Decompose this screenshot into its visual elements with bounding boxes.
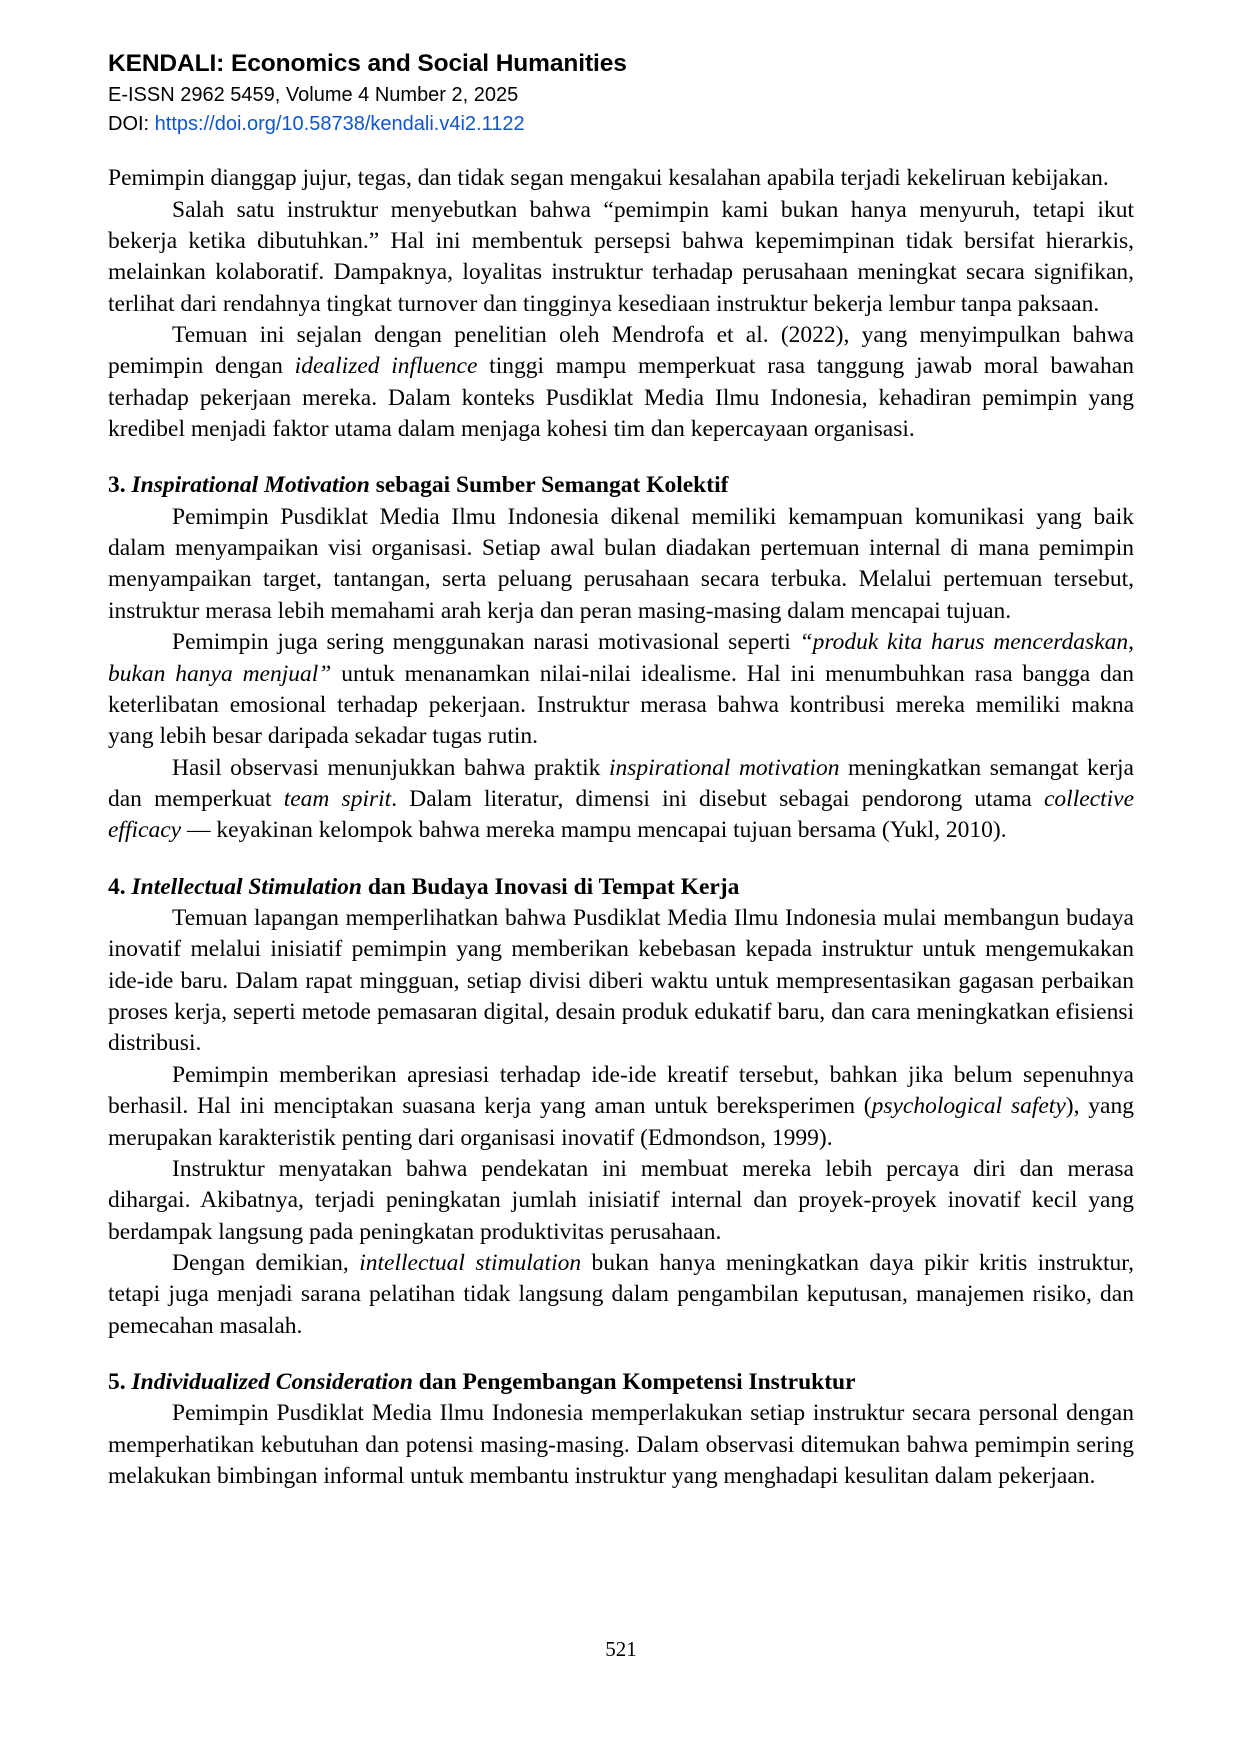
paragraph-text: — keyakinan kelompok bahwa mereka mampu mencapai tujuan bersama (Yukl, 2010). (181, 817, 1007, 844)
paragraph-text: meningkatkan semangat kerja dan memperkuat (108, 754, 1134, 812)
page-number: 521 (605, 1637, 637, 1661)
term-intellectual-stimulation: intellectual stimulation (359, 1250, 582, 1276)
issn-volume-line: E-ISSN 2962 5459, Volume 4 Number 2, 2025 (108, 84, 519, 107)
term-inspirational-motivation: inspirational motivation (608, 754, 840, 781)
heading-section-4 (108, 872, 1134, 903)
heading-italic-term: Individualized Consideration (131, 1369, 413, 1396)
heading-rest: dan Pengembangan Kompetensi Instruktur (412, 1369, 856, 1396)
paragraph-text: Dengan demikian, (172, 1250, 360, 1276)
paragraph-text: Hasil observasi menunjukkan bahwa praktik (172, 754, 609, 781)
paragraph-s4-confidence (108, 1154, 1134, 1248)
heading-section-3 (108, 470, 1134, 501)
doi-line (108, 111, 1134, 137)
paragraph-text: untuk menanamkan nilai-nilai idealisme. Hal ini menumbuhkan rasa bangga dan keterlibatan emosional terhadap pekerjaan. Instruktur merasa bahwa kontribusi mereka memiliki makna yang lebih besar daripada sekadar tugas rutin. (108, 660, 1134, 750)
doi-link[interactable]: https://doi.org/10.58738/kendali.v4i2.1122 (154, 112, 525, 135)
paragraph-text: Pemimpin Pusdiklat Media Ilmu Indonesia dikenal memiliki kemampuan komunikasi yang baik dalam menyampaikan visi organisasi. Setiap awal bulan diadakan pertemuan internal di mana pemimpin menyampaikan target, tantangan, serta peluang perusahaan secara terbuka. Melalui pertemuan tersebut, instruktur merasa lebih memahami arah kerja dan peran masing-masing dalam mencapai tujuan. (108, 503, 1134, 624)
term-collective-efficacy: collective efficacy (108, 785, 1135, 844)
paragraph-s3-narrative (108, 627, 1134, 752)
heading-number: 3. (108, 472, 132, 499)
paragraph-s4-innovation-culture (108, 903, 1134, 1060)
paragraph-text: bukan hanya meningkatkan daya pikir kritis instruktur, tetapi juga menjadi sarana pelatihan tidak langsung dalam pengambilan keputusan, manajemen risiko, dan pemecahan masalah. (108, 1250, 1134, 1339)
paragraph-text: Instruktur menyatakan bahwa pendekatan ini membuat mereka lebih percaya diri dan merasa dihargai. Akibatnya, terjadi peningkatan jumlah inisiatif internal dan proyek-proyek inovatif kecil yang berdampak langsung pada peningkatan produktivitas perusahaan. (108, 1155, 1134, 1245)
journal-title: KENDALI: Economics and Social Humanities (108, 50, 627, 77)
paragraph-text: Salah satu instruktur menyebutkan bahwa “pemimpin kami bukan hanya menyuruh, tetapi ikut bekerja ketika dibutuhkan.” Hal ini membentuk persepsi bahwa kepemimpinan tidak bersifat hierarkis, melainkan kolaboratif. Dampaknya, loyalitas instruktur terhadap perusahaan meningkat secara signifikan, terlihat dari rendahnya tingkat turnover dan tingginya kesediaan instruktur bekerja lembur tanpa paksaan. (108, 196, 1134, 317)
heading-italic-term: Intellectual Stimulation (131, 873, 362, 900)
paragraph-text: Pemimpin dianggap jujur, tegas, dan tidak segan mengakui kesalahan apabila terjadi kekeliruan kebijakan. (108, 165, 1109, 192)
heading-section-5 (108, 1367, 1134, 1398)
paragraph-text: Pemimpin juga sering menggunakan narasi motivasional seperti (172, 629, 800, 656)
journal-masthead (108, 48, 1134, 137)
heading-rest: dan Budaya Inovasi di Tempat Kerja (361, 873, 740, 900)
paragraph-quote-leadership (108, 195, 1134, 320)
paragraph-text: Temuan ini sejalan dengan penelitian oleh Mendrofa et al. (2022), yang menyimpulkan bahwa pemimpin dengan (108, 321, 1134, 380)
term-psychological-safety: psychological safety (871, 1093, 1066, 1120)
heading-italic-term: Inspirational Motivation (131, 472, 370, 499)
paragraph-text: ), yang merupakan karakteristik penting dari organisasi inovatif (Edmondson, 1999). (108, 1093, 1134, 1151)
paragraph-mendrofa-citation (108, 320, 1134, 445)
heading-number: 5. (108, 1369, 132, 1396)
paragraph-s4-conclusion (108, 1248, 1134, 1342)
paragraph-s4-psychological-safety (108, 1060, 1134, 1154)
paragraph-text: Temuan lapangan memperlihatkan bahwa Pusdiklat Media Ilmu Indonesia mulai membangun budaya inovatif melalui inisiatif pemimpin yang memberikan kebebasan kepada instruktur untuk mengemukakan ide-ide baru. Dalam rapat mingguan, setiap divisi diberi waktu untuk mempresentasikan gagasan perbaikan proses kerja, seperti metode pemasaran digital, desain produk edukatif baru, dan cara meningkatkan efisiensi distribusi. (108, 905, 1134, 1057)
paragraph-text: tinggi mampu memperkuat rasa tanggung jawab moral bawahan terhadap pekerjaan mereka. Dalam konteks Pusdiklat Media Ilmu Indonesia, kehadiran pemimpin yang kredibel menjadi faktor utama dalam menjaga kohesi tim dan kepercayaan organisasi. (108, 353, 1134, 443)
term-team-spirit: team spirit (283, 785, 392, 812)
paragraph-text: Pemimpin Pusdiklat Media Ilmu Indonesia memperlakukan setiap instruktur secara personal dengan memperhatikan kebutuhan dan potensi masing-masing. Dalam observasi ditemukan bahwa pemimpin sering melakukan bimbingan informal untuk membantu instruktur yang menghadapi kesulitan dalam pekerjaan. (108, 1400, 1134, 1490)
quote-produk-kita: “produk kita harus mencerdaskan, bukan hanya menjual” (108, 629, 1135, 687)
paragraph-s3-observation (108, 753, 1134, 847)
heading-rest: sebagai Sumber Semangat Kolektif (369, 472, 729, 499)
doi-label: DOI: (108, 112, 155, 135)
heading-number: 4. (108, 873, 132, 900)
paragraph-s3-communication (108, 502, 1134, 627)
paragraph-continued (108, 163, 1134, 194)
term-idealized-influence: idealized influence (294, 353, 478, 380)
paragraph-s5-personal-approach (108, 1398, 1134, 1492)
paragraph-text: . Dalam literatur, dimensi ini disebut sebagai pendorong utama (391, 785, 1044, 812)
paragraph-text: Pemimpin memberikan apresiasi terhadap ide-ide kreatif tersebut, bahkan jika belum sepenuhnya berhasil. Hal ini menciptakan suasana kerja yang aman untuk bereksperimen ( (108, 1061, 1134, 1120)
